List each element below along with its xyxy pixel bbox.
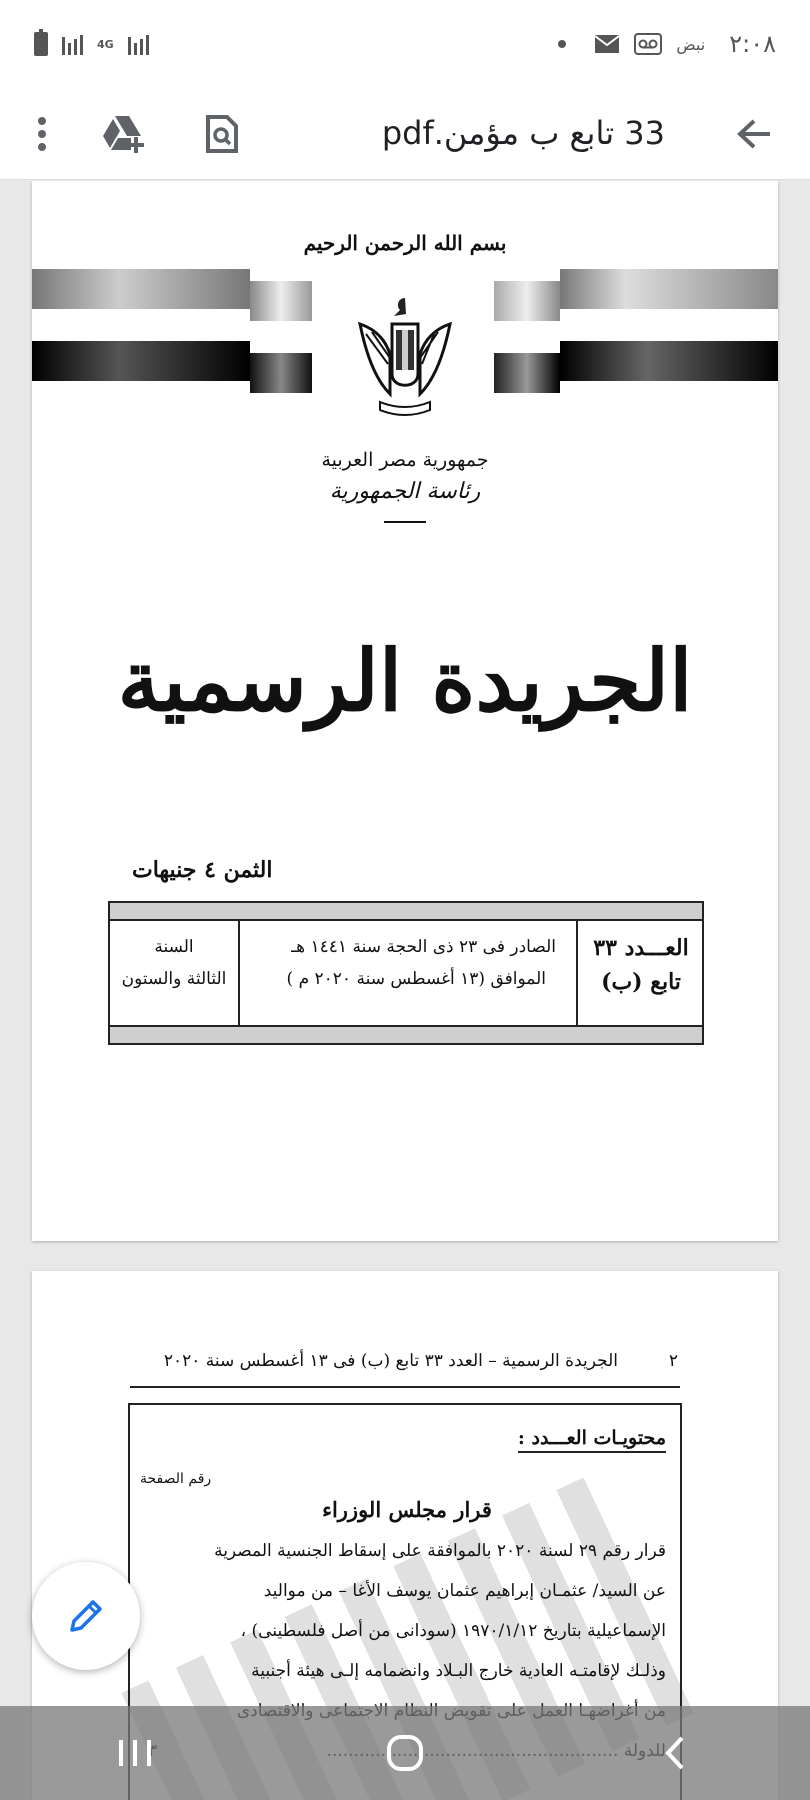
pencil-icon	[66, 1596, 106, 1636]
header-rule	[130, 1386, 680, 1388]
system-nav-bar	[0, 1706, 810, 1800]
clock: ٢:٠٨	[729, 30, 776, 58]
battery-icon	[34, 32, 48, 56]
contents-line: قرار رقم ٢٩ لسنة ٢٠٢٠ بالموافقة على إسقاط الجنسية المصرية	[214, 1541, 666, 1561]
search-doc-icon[interactable]	[198, 110, 246, 158]
flag-stripe-dark-right-2	[494, 353, 560, 393]
back-chevron-icon	[660, 1735, 690, 1771]
issued-date-hijri: الصادر فى ٢٣ ذى الحجة سنة ١٤٤١ هـ	[291, 937, 556, 957]
eagle-emblem-icon	[350, 294, 460, 424]
flag-stripe-light-left	[32, 269, 250, 309]
year-label: السنة	[154, 937, 194, 957]
issue-sub: تابع (ب)	[601, 969, 681, 995]
more-vert-icon[interactable]	[18, 110, 66, 158]
basmala: بسم الله الرحمن الرحيم	[303, 231, 507, 255]
document-title: 33 تابع ب مؤمن.pdf	[381, 114, 665, 152]
contents-line: الإسماعيلية بتاريخ ١٩٧٠/١/١٢ (سودانى من أصل فلسطينى) ،	[240, 1621, 666, 1641]
flag-stripe-dark-left	[32, 341, 250, 381]
network-type: 4G	[97, 37, 114, 51]
edit-fab-button[interactable]	[32, 1562, 140, 1670]
recents-button[interactable]	[95, 1723, 175, 1783]
issue-table-bottom-bar	[108, 1025, 704, 1045]
back-arrow-icon[interactable]	[730, 110, 778, 158]
signal-icon-2	[128, 33, 149, 55]
contents-line: عن السيد/ عثمـان إبراهيم عثمان يوسف الأغا – من مواليد	[263, 1581, 666, 1601]
recents-icon	[115, 1738, 155, 1768]
status-bar	[0, 0, 810, 88]
presidency-name: رئاسة الجمهورية	[329, 479, 481, 504]
contents-title: محتويـات العـــدد :	[518, 1427, 666, 1453]
flag-stripe-light-right-2	[494, 281, 560, 321]
presidency-underline	[384, 521, 426, 523]
dot-icon	[558, 40, 566, 48]
issued-date-gregorian: الموافق (١٣ أغسطس سنة ٢٠٢٠ م )	[286, 969, 546, 989]
home-button[interactable]	[365, 1723, 445, 1783]
app-bar	[0, 88, 810, 180]
signal-icon	[62, 33, 83, 55]
home-icon	[385, 1733, 425, 1773]
status-right	[558, 30, 776, 58]
pdf-page-1	[32, 181, 778, 1241]
issue-table	[108, 921, 704, 1025]
year-cell	[110, 921, 238, 1025]
flag-stripe-dark-right	[560, 341, 778, 381]
page-no-label: رقم الصفحة	[140, 1471, 212, 1487]
mail-icon	[594, 34, 620, 54]
masthead-title: الجريدة الرسمية	[117, 631, 693, 730]
date-cell	[238, 921, 576, 1025]
drive-add-icon[interactable]	[100, 110, 148, 158]
running-header: الجريدة الرسمية – العدد ٣٣ تابع (ب) فى ١٣ أغسطس سنة ٢٠٢٠	[163, 1351, 618, 1371]
country-name: جمهورية مصر العربية	[321, 449, 489, 471]
pulse-label: نبض	[676, 34, 706, 54]
issue-number: العـــدد ٣٣	[593, 935, 689, 961]
flag-stripe-dark-left-2	[250, 353, 312, 393]
issue-cell	[576, 921, 702, 1025]
contents-line: وذلـك لإقامتـه العادية خارج البـلاد وانضمامه إلـى هيئة أجنبية	[251, 1661, 666, 1681]
pdf-viewer[interactable]	[0, 181, 810, 1800]
issue-table-top-bar	[108, 901, 704, 921]
price-label: الثمن ٤ جنيهات	[132, 857, 273, 883]
flag-stripe-light-right	[560, 269, 778, 309]
voicemail-icon	[634, 33, 662, 55]
back-button[interactable]	[635, 1723, 715, 1783]
page-number: ٢	[668, 1351, 678, 1371]
year-value: الثالثة والستون	[121, 969, 227, 989]
status-left	[34, 32, 149, 56]
flag-stripe-light-left-2	[250, 281, 312, 321]
section-title: قرار مجلس الوزراء	[322, 1497, 492, 1522]
